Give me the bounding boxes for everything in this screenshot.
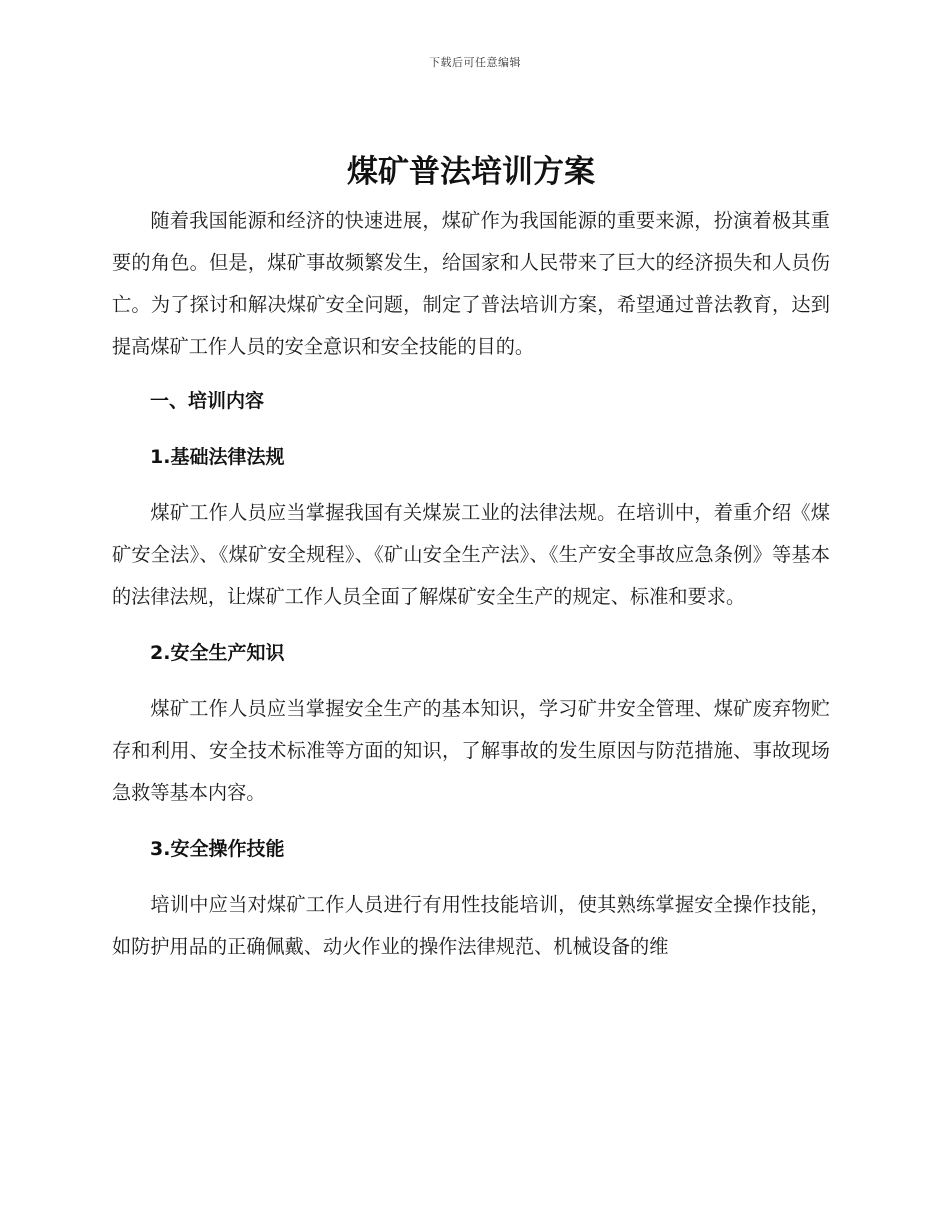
header-note: 下载后可任意编辑	[429, 56, 521, 69]
subsection-body-operation-skills: 培训中应当对煤矿工作人员进行有用性技能培训，使其熟练掌握安全操作技能，如防护用品的正确佩戴、动火作业的操作法律规范、机械设备的维	[112, 893, 830, 958]
section-heading-training-content: 一、培训内容	[150, 390, 265, 412]
intro-paragraph: 随着我国能源和经济的快速进展，煤矿作为我国能源的重要来源，扮演着极其重要的角色。但是，煤矿事故频繁发生，给国家和人民带来了巨大的经济损失和人员伤亡。为了探讨和解决煤矿安全问题，制定了普法培训方案，希望通过普法教育，达到提高煤矿工作人员的安全意识和安全技能的目的。	[112, 209, 830, 358]
subsection-body-basic-laws: 煤矿工作人员应当掌握我国有关煤炭工业的法律法规。在培训中，着重介绍《煤矿安全法》、《煤矿安全规程》、《矿山安全生产法》、《生产安全事故应急条例》等基本的法律法规，让煤矿工作人员全面了解煤矿安全生产的规定、标准和要求。	[112, 501, 830, 608]
subsection-heading-basic-laws: 1.基础法律法规	[150, 446, 285, 468]
document-title: 煤矿普法培训方案	[347, 154, 595, 190]
subsection-body-safety-knowledge: 煤矿工作人员应当掌握安全生产的基本知识，学习矿井安全管理、煤矿废弃物贮存和利用、安全技术标准等方面的知识，了解事故的发生原因与防范措施、事故现场急救等基本内容。	[112, 697, 830, 804]
document-body	[112, 148, 830, 968]
subsection-heading-operation-skills: 3.安全操作技能	[150, 838, 285, 860]
subsection-heading-safety-knowledge: 2.安全生产知识	[150, 642, 285, 664]
